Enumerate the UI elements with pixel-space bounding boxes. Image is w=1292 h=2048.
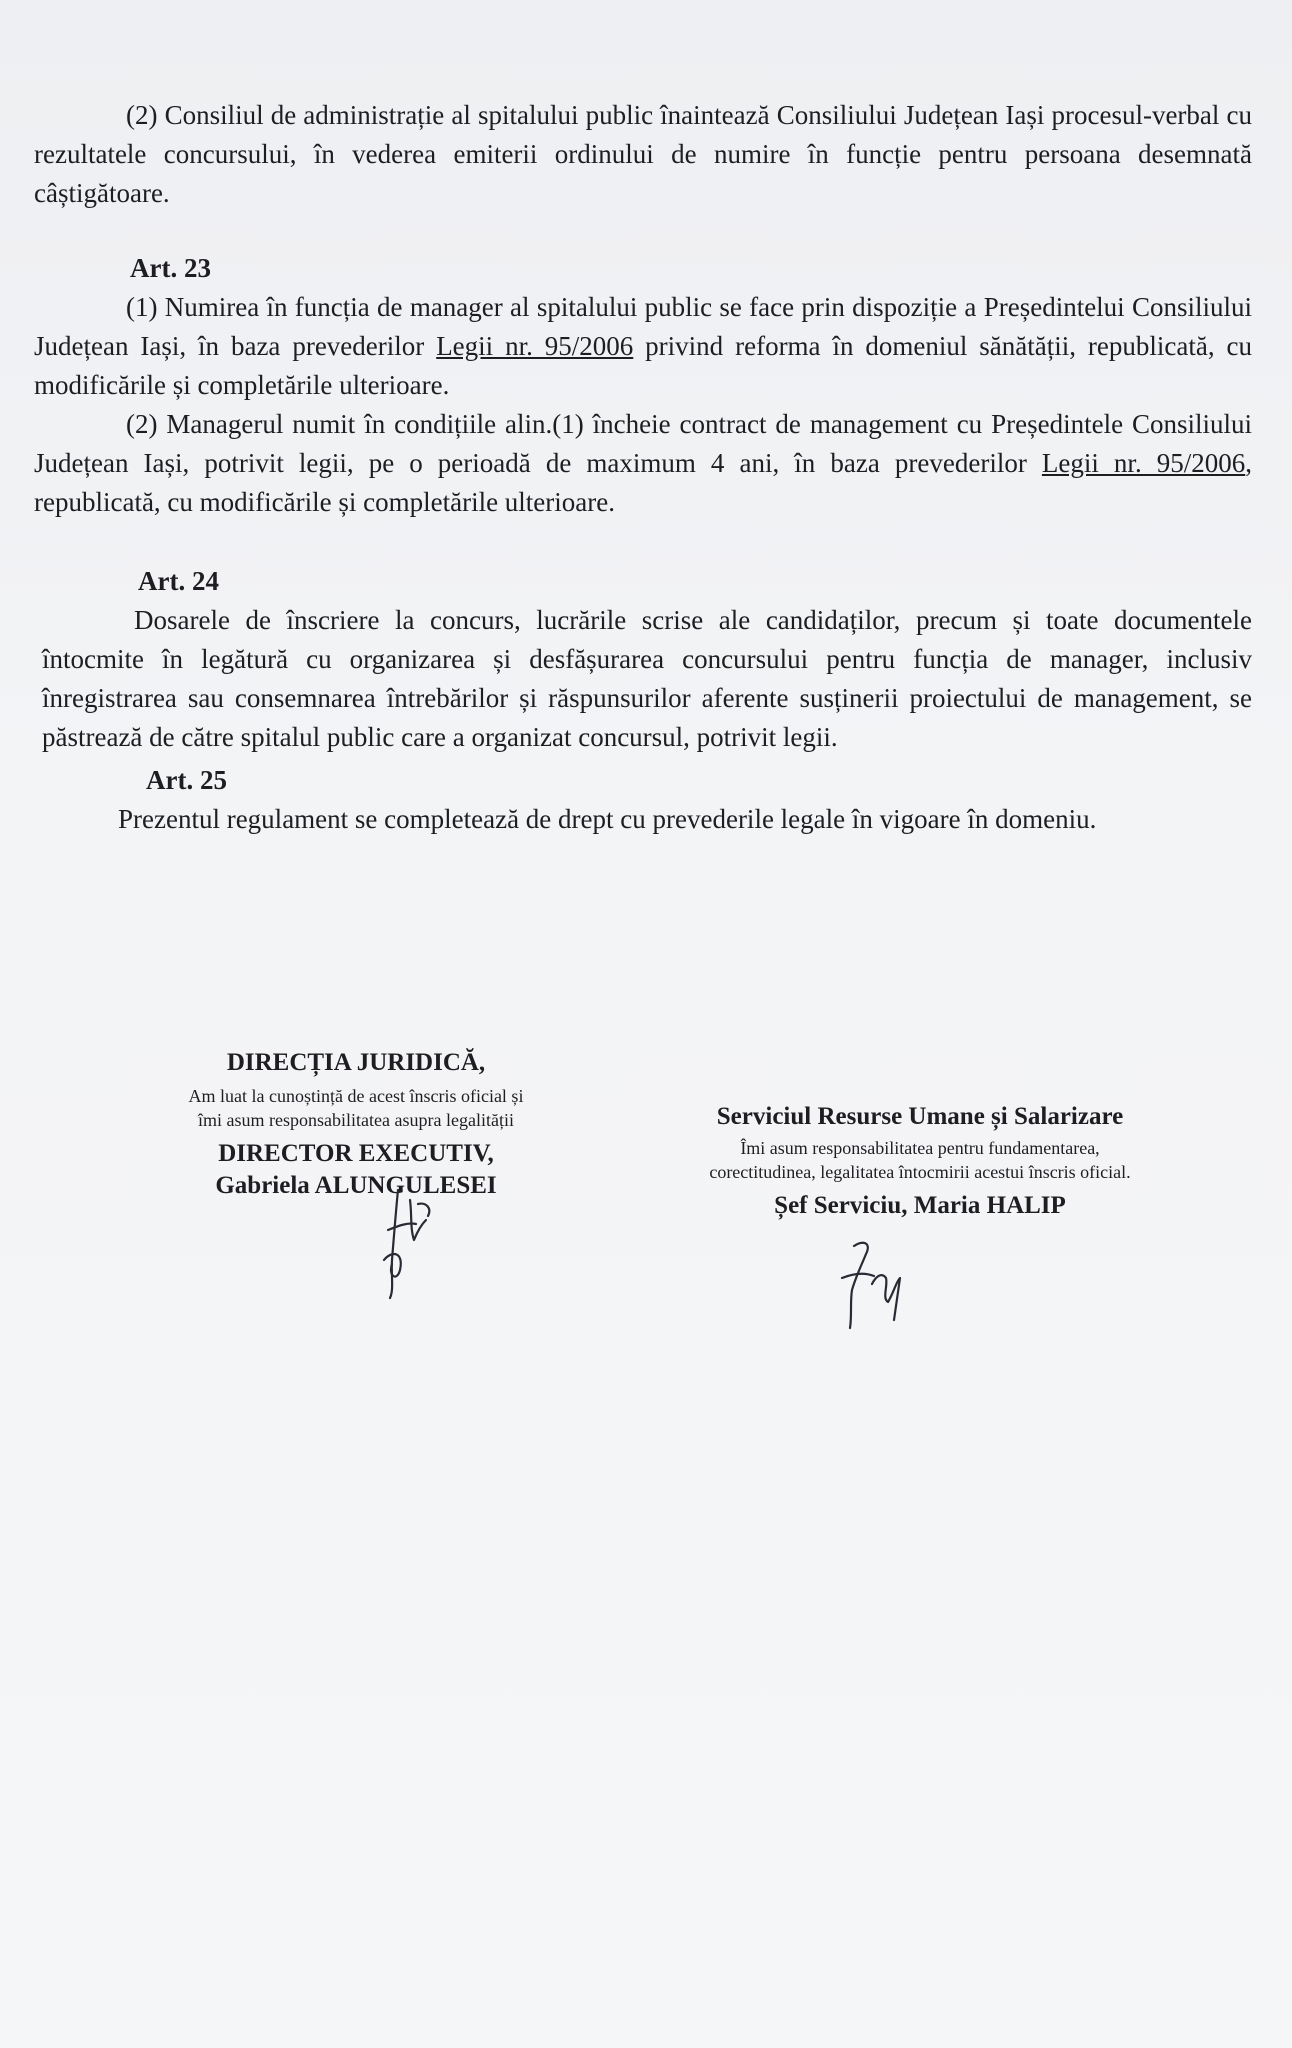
art23-p2-text-start: (2) Managerul numit în condițiile alin.(1) încheie contract de management cu Președintele Consiliului Județean Iași, potrivit legii, pe o perioadă de maximum 4 ani, în baza prevederilor	[34, 409, 1252, 478]
art24-paragraph: Dosarele de înscriere la concurs, lucrările scrise ale candidaților, precum și toate documentele întocmite în legătură cu organizarea și desfășurarea concursului pentru funcția de manager, inclusiv înregistrarea sau consemnarea întrebărilor și răspunsurilor aferente susținerii proiectului de management, se păstrează de către spitalul public care a organizat concursul, potrivit legii.	[42, 605, 1252, 752]
legal-director-name: Gabriela ALUNGULESEI	[215, 1172, 497, 1199]
legal-director-signature	[370, 1180, 450, 1300]
hr-head-signature	[832, 1232, 912, 1332]
art23-p1-text-start: (1) Numirea în funcția de manager al spitalului public se face prin dispoziție a Președintelui Consiliului Județean Iași, în baza prevederilor	[34, 292, 1252, 361]
art23-p1-text-end: privind reforma în domeniul sănătății, republicată, cu modificările și completările ulterioare.	[34, 331, 1253, 400]
art23-paragraph-1	[34, 288, 1252, 405]
legal-department-note-line-2: îmi asum responsabilitatea asupra legalității	[198, 1110, 514, 1130]
intro-paragraph: (2) Consiliul de administrație al spitalului public înaintează Consiliului Județean Iași procesul-verbal cu rezultatele concursului, în vederea emiterii ordinului de numire în funcție pentru persoana desemnată câștigătoare.	[34, 100, 1252, 208]
legal-department-title: DIRECȚIA JURIDICĂ,	[226, 1049, 486, 1076]
law-95-2006-link[interactable]: Legii nr. 95/2006	[436, 331, 634, 361]
legal-department-note-line-1: Am luat la cunoștință de acest înscris oficial și	[188, 1086, 524, 1106]
art25-heading: Art. 25	[146, 765, 227, 795]
document-body	[34, 96, 1252, 839]
hr-service-note-line-1: Îmi asum responsabilitatea pentru fundamentarea,	[740, 1138, 1100, 1158]
hr-service-signature-block	[650, 1100, 1190, 1222]
art23-p2-text-end: , republicată, cu modificările și completările ulterioare.	[34, 448, 1253, 517]
art24-heading: Art. 24	[138, 566, 219, 596]
hr-head-role-name: Șef Serviciu, Maria HALIP	[774, 1192, 1066, 1219]
art23-heading: Art. 23	[130, 253, 211, 283]
law-95-2006-link[interactable]: Legii nr. 95/2006	[1041, 448, 1246, 478]
legal-department-signature-block	[136, 1046, 576, 1202]
art25-paragraph: Prezentul regulament se completează de drept cu prevederile legale în vigoare în domeniu.	[118, 804, 1097, 834]
hr-service-note-line-2: corectitudinea, legalitatea întocmirii acestui înscris oficial.	[709, 1162, 1131, 1182]
hr-service-title: Serviciul Resurse Umane și Salarizare	[716, 1103, 1124, 1130]
art23-paragraph-2	[34, 405, 1252, 522]
legal-director-role: DIRECTOR EXECUTIV,	[218, 1140, 494, 1167]
